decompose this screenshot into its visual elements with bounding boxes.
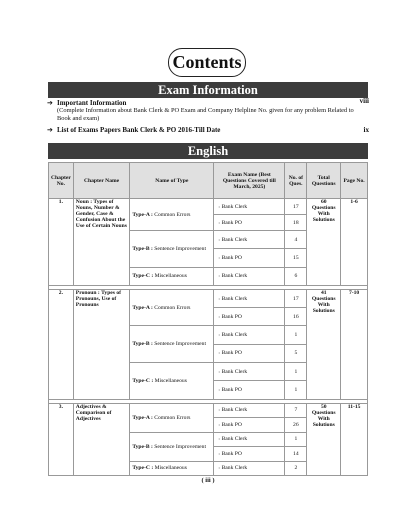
type-cell: [130, 363, 214, 400]
type-cell: [130, 289, 214, 326]
type-name: Sentence Improvement: [154, 341, 207, 348]
question-count: 4: [285, 231, 307, 249]
table-header-row: [49, 163, 368, 199]
header-type-name: Name of Type: [130, 163, 214, 199]
page-number: viii: [359, 97, 369, 105]
question-count: 16: [285, 308, 307, 326]
chapter-number: 2.: [49, 289, 74, 399]
chapter-number: 3.: [49, 403, 74, 476]
header-total-questions: Total Questions: [307, 163, 341, 199]
type-name: Miscellaneous: [154, 377, 187, 384]
header-chapter-no: Chapter No.: [49, 163, 74, 199]
exam-name: › Bank Clerk: [214, 267, 285, 285]
info-heading: List of Exams Papers Bank Clerk & PO 2016-Till Date: [57, 126, 221, 134]
type-cell: [130, 199, 214, 231]
header-num-questions: No. of Ques.: [285, 163, 307, 199]
arrow-right-icon: ➔: [47, 126, 53, 134]
type-name: Sentence Improvement: [154, 245, 207, 252]
exam-name: › Bank PO: [214, 344, 285, 362]
type-prefix: Type-A :: [132, 211, 153, 218]
exam-name: › Bank Clerk: [214, 363, 285, 381]
type-prefix: Type-A :: [132, 304, 153, 311]
chapter-name[interactable]: Noun : Types of Nouns, Number & Gender, Case & Confusion About the Use of Certain Nouns: [73, 199, 130, 286]
page-range[interactable]: 7-10: [341, 289, 368, 399]
type-name: Miscellaneous: [154, 273, 187, 280]
question-count: 5: [285, 344, 307, 362]
page-number: ix: [363, 126, 369, 134]
question-count: 6: [285, 267, 307, 285]
header-exam-name: Exam Name (Best Questions Covered till March, 2025): [214, 163, 285, 199]
info-heading: Important Information: [57, 99, 127, 107]
question-count: 2: [285, 461, 307, 476]
exam-name: › Bank PO: [214, 308, 285, 326]
exam-name: › Bank PO: [214, 381, 285, 399]
question-count: 18: [285, 215, 307, 231]
question-count: 1: [285, 432, 307, 447]
type-name: Common Errors: [154, 304, 191, 311]
header-chapter-name: Chapter Name: [73, 163, 130, 199]
exam-name: › Bank PO: [214, 447, 285, 462]
type-prefix: Type-B :: [132, 443, 153, 450]
section-header-exam-information: Exam Information: [48, 82, 368, 98]
question-count: 17: [285, 289, 307, 307]
question-count: 1: [285, 381, 307, 399]
type-prefix: Type-C :: [132, 273, 154, 280]
exam-name: › Bank Clerk: [214, 199, 285, 215]
question-count: 17: [285, 199, 307, 215]
type-prefix: Type-A :: [132, 414, 153, 421]
exam-name: › Bank Clerk: [214, 403, 285, 418]
exam-name: › Bank Clerk: [214, 289, 285, 307]
question-count: 7: [285, 403, 307, 418]
chapter-name[interactable]: Pronoun : Types of Pronouns, Use of Pronouns: [73, 289, 130, 399]
exam-name: › Bank PO: [214, 215, 285, 231]
type-cell: [130, 461, 214, 476]
total-questions: 41 Questions With Solutions: [307, 289, 341, 399]
arrow-right-icon: ➔: [47, 99, 53, 107]
info-item-important[interactable]: [47, 97, 369, 122]
chapter-number: 1.: [49, 199, 74, 286]
type-cell: [130, 231, 214, 268]
type-name: Common Errors: [154, 414, 191, 421]
info-description: (Complete Information about Bank Clerk & PO Exam and Company Helpline No. given for any problem Related to Book and exam): [57, 107, 354, 122]
page-title: Contents: [168, 48, 246, 77]
page-footer: ( iii ): [201, 477, 215, 484]
type-cell: [130, 267, 214, 285]
question-count: 1: [285, 363, 307, 381]
exam-name: › Bank Clerk: [214, 326, 285, 344]
type-prefix: Type-B :: [132, 341, 153, 348]
section-header-english: English: [48, 143, 368, 159]
type-cell: [130, 326, 214, 363]
total-questions: 50 Questions With Solutions: [307, 403, 341, 476]
info-item-exam-list[interactable]: [47, 126, 369, 134]
page-range[interactable]: 1-6: [341, 199, 368, 286]
total-questions: 60 Questions With Solutions: [307, 199, 341, 286]
page-range[interactable]: 11-15: [341, 403, 368, 476]
type-prefix: Type-B :: [132, 245, 153, 252]
type-cell: [130, 432, 214, 461]
table-row: [49, 403, 368, 418]
header-page-no: Page No.: [341, 163, 368, 199]
type-prefix: Type-C :: [132, 465, 154, 472]
type-name: Miscellaneous: [154, 465, 187, 472]
question-count: 14: [285, 447, 307, 462]
chapter-name[interactable]: Adjectives & Comparison of Adjectives: [73, 403, 130, 476]
type-prefix: Type-C :: [132, 377, 154, 384]
exam-name: › Bank PO: [214, 418, 285, 433]
question-count: 26: [285, 418, 307, 433]
exam-name: › Bank Clerk: [214, 231, 285, 249]
table-row: [49, 289, 368, 307]
type-name: Common Errors: [154, 211, 191, 218]
exam-name: › Bank Clerk: [214, 461, 285, 476]
type-name: Sentence Improvement: [154, 443, 207, 450]
table-row: [49, 199, 368, 215]
question-count: 1: [285, 326, 307, 344]
chapter-table: [48, 162, 368, 476]
exam-name: › Bank Clerk: [214, 432, 285, 447]
type-cell: [130, 403, 214, 432]
exam-name: › Bank PO: [214, 249, 285, 267]
question-count: 15: [285, 249, 307, 267]
